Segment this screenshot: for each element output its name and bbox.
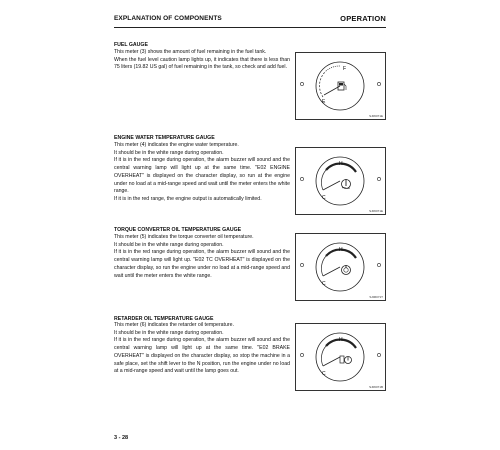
figure-code: SJ06071E [369, 114, 383, 118]
torque-converter-temperature-icon [342, 265, 351, 275]
engine-water-temp-title: ENGINE WATER TEMPERATURE GAUGE [114, 135, 215, 141]
header-chapter-title: OPERATION [340, 14, 386, 23]
engine-water-temperature-icon [342, 179, 351, 189]
hot-mark: H [339, 247, 343, 253]
cold-mark: C [322, 281, 326, 287]
torque-converter-temp-text [114, 234, 290, 280]
hot-mark: H [339, 337, 343, 343]
page-header [114, 15, 386, 28]
paragraph: If it is in the red range during operation, the alarm buzzer will sound and the central warning lamp will light up at the same time. "E02 ENGINE OVERHEAT" is displayed on the character display, so run at the engine under no load at a mid-range speed and wait until the meter enters the white range. [114, 157, 290, 195]
paragraph: This meter (5) indicates the torque converter oil temperature. [114, 234, 254, 240]
paragraph: If it is in the red range, the engine output is automatically limited. [114, 195, 262, 202]
figure-code: SJ06071T [369, 295, 383, 299]
torque-converter-temp-title: TORQUE CONVERTER OIL TEMPERATURE GAUGE [114, 227, 242, 233]
cold-mark: C [322, 371, 326, 377]
retarder-oil-temp-text [114, 322, 290, 376]
paragraph: If it is in the red range during operation, the alarm buzzer will sound and the central warning lamp will light up at the same time. "E02 BRAKE OVERHEAT" is displayed on the character display, so stop the machine in a safe place, set the shift lever to the N position, run the engine under no load at a mid-range speed and wait until the lamp goes out. [114, 337, 290, 375]
cold-mark: C [322, 195, 326, 201]
retarder-oil-temperature-icon [340, 356, 352, 364]
water-temp-dial [296, 148, 385, 214]
paragraph: When the fuel level caution lamp lights up, it indicates that there is less than 75 liters (19.82 US gal) of fuel remaining in the tank, so check and add fuel. [114, 56, 290, 71]
torque-converter-dial [296, 234, 385, 300]
empty-mark: E [322, 99, 326, 105]
paragraph: This meter (4) indicates the engine water temperature. [114, 142, 239, 148]
retarder-oil-dial [296, 324, 385, 390]
engine-water-temp-text [114, 142, 290, 204]
fuel-gauge-title: FUEL GAUGE [114, 42, 148, 48]
retarder-oil-temp-title: RETARDER OIL TEMPERATURE GAUGE [114, 316, 214, 322]
page-number: 3 - 28 [114, 435, 129, 441]
paragraph: It should be in the white range during operation. [114, 329, 224, 336]
figure-code: SJ06071B [369, 385, 383, 389]
retarder-oil-temp-figure [295, 323, 386, 391]
fuel-gauge-figure [295, 52, 386, 120]
fuel-gauge-text [114, 49, 290, 72]
figure-code: SJ06071E [369, 209, 383, 213]
torque-converter-temp-figure [295, 233, 386, 301]
paragraph: This meter (3) shows the amount of fuel remaining in the fuel tank. [114, 49, 267, 55]
full-mark: F [343, 66, 347, 72]
engine-water-temp-figure [295, 147, 386, 215]
paragraph: If it is in the red range during operation, the alarm buzzer will sound and the central warning lamp will light up. "E02 TC OVERHEAT" is displayed on the character display, so run the engine under no load at a mid-range speed and wait until the meter enters the white range. [114, 249, 290, 279]
paragraph: It should be in the white range during operation. [114, 241, 224, 248]
fuel-gauge-dial [296, 53, 385, 119]
hot-mark: H [339, 161, 343, 167]
header-section-title: EXPLANATION OF COMPONENTS [114, 15, 222, 22]
paragraph: This meter (6) indicates the retarder oil temperature. [114, 322, 234, 328]
paragraph: It should be in the white range during operation. [114, 149, 224, 156]
